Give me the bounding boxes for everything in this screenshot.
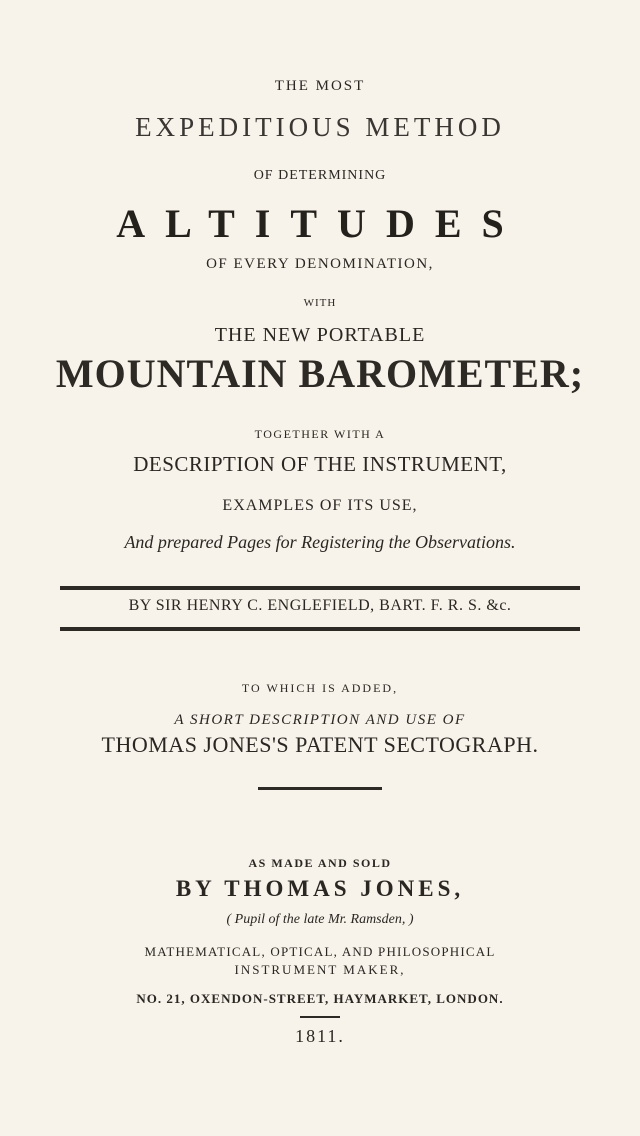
imprint-year: 1811. <box>295 1026 345 1046</box>
divider-rule-short <box>258 787 382 790</box>
imprint-as-made: AS MADE AND SOLD <box>248 856 392 870</box>
line-examples: EXAMPLES OF ITS USE, <box>222 497 418 514</box>
line-patent-sectograph: THOMAS JONES'S PATENT SECTOGRAPH. <box>101 732 539 757</box>
line-new-portable: THE NEW PORTABLE <box>214 324 426 346</box>
divider-rule-top <box>60 586 580 590</box>
line-with: WITH <box>303 297 337 309</box>
imprint-address: NO. 21, OXENDON-STREET, HAYMARKET, LONDON. <box>136 991 504 1006</box>
line-of-every-denomination: OF EVERY DENOMINATION, <box>206 256 434 272</box>
line-description: DESCRIPTION OF THE INSTRUMENT, <box>133 452 507 476</box>
line-mountain-barometer: MOUNTAIN BAROMETER; <box>55 351 585 396</box>
line-together-with: TOGETHER WITH A <box>254 427 386 441</box>
author-line: BY SIR HENRY C. ENGLEFIELD, BART. F. R. S. &c. <box>128 597 512 614</box>
main-title-altitudes: ALTITUDES <box>116 201 524 246</box>
imprint-by-thomas-jones: BY THOMAS JONES, <box>175 876 465 901</box>
line-the-most: THE MOST <box>274 78 366 94</box>
divider-rule-bottom <box>60 627 580 631</box>
imprint-trade-line-2: INSTRUMENT MAKER, <box>234 962 406 977</box>
imprint-trade-line-1: MATHEMATICAL, OPTICAL, AND PHILOSOPHICAL <box>144 944 496 959</box>
line-of-determining: OF DETERMINING <box>253 168 387 183</box>
line-expeditious-method: EXPEDITIOUS METHOD <box>135 112 505 142</box>
line-short-description: A SHORT DESCRIPTION AND USE OF <box>174 712 466 728</box>
imprint-pupil: ( Pupil of the late Mr. Ramsden, ) <box>226 912 414 927</box>
divider-rule-year <box>300 1016 340 1018</box>
line-prepared-pages: And prepared Pages for Registering the Observations. <box>124 532 516 552</box>
line-to-which-is-added: TO WHICH IS ADDED, <box>241 681 399 695</box>
